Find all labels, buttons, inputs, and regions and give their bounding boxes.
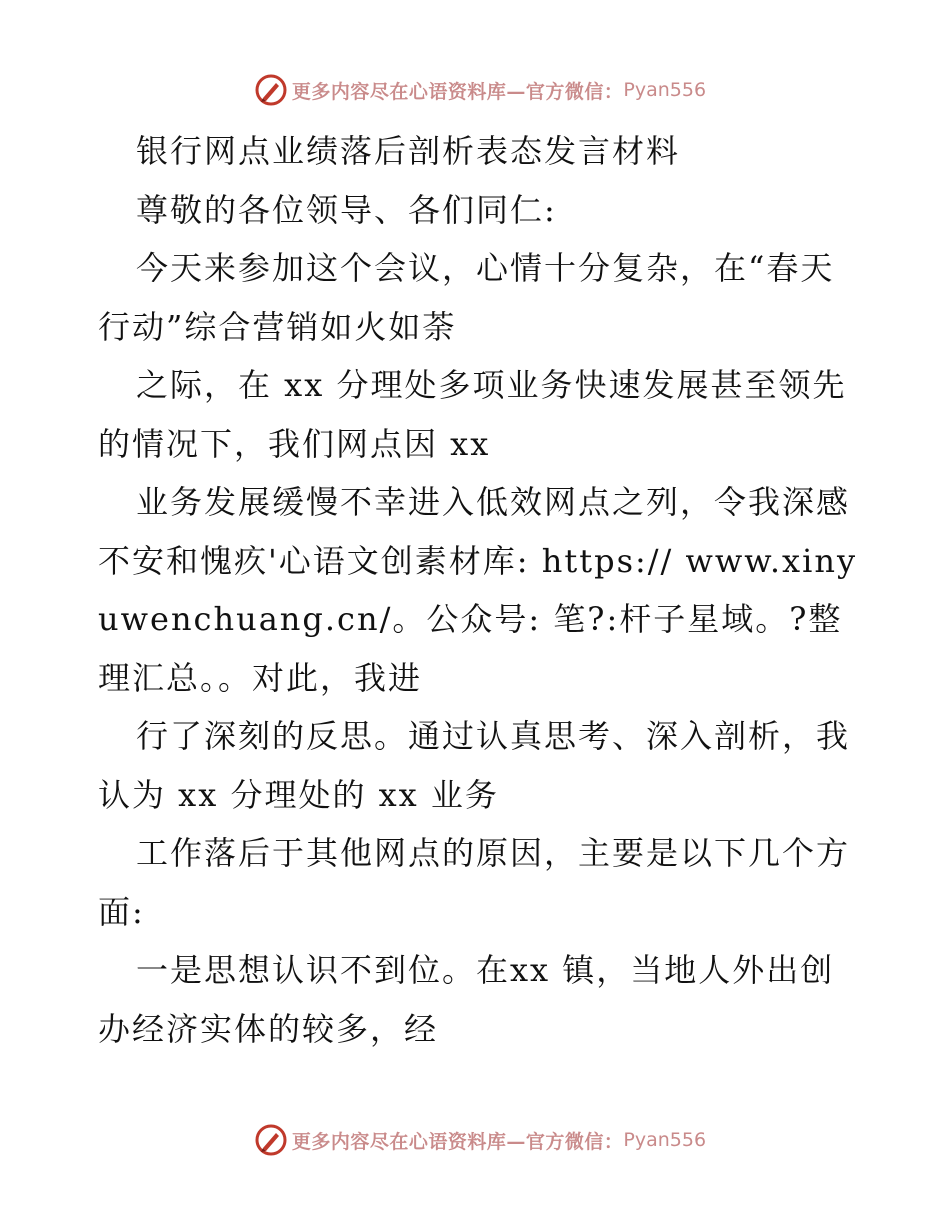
paragraph-2: 之际，在 xx 分理处多项业务快速发展甚至领先的情况下，我们网点因 xx: [98, 366, 847, 463]
pen-circle-logo-icon: [254, 1123, 288, 1157]
paragraph-5: 工作落后于其他网点的原因，主要是以下几个方面:: [98, 834, 851, 931]
footer-banner-text: 更多内容尽在心语资料库—官方微信：: [291, 1130, 624, 1153]
salutation: 尊敬的各位领导、各们同仁:: [136, 190, 557, 229]
header-banner-text: 更多内容尽在心语资料库—官方微信：: [291, 80, 624, 103]
footer-banner-inner: [254, 1123, 706, 1157]
footer-banner: [0, 1120, 950, 1160]
paragraph-4: 行了深刻的反思。通过认真思考、深入剖析，我认为 xx 分理处的 xx 业务: [98, 717, 851, 814]
footer-wechat-id: Pyan556: [623, 1129, 707, 1151]
paragraph-1: 今天来参加这个会议，心情十分复杂，在“春天行动”综合营销如火如荼: [98, 249, 835, 346]
paragraph-6: 一是思想认识不到位。在xx 镇，当地人外出创办经济实体的较多，经: [98, 951, 835, 1048]
header-banner-inner: [254, 73, 706, 107]
header-banner: [0, 70, 950, 110]
paragraph-3: 业务发展缓慢不幸进入低效网点之列，令我深感不安和愧疚'心语文创素材库: https:// www.xinyuwenchuang.cn/。公众号: 笔?:杆子星域。?整理汇总。。对此，我进: [98, 483, 858, 697]
document-title: 银行网点业绩落后剖析表态发言材料: [136, 132, 681, 170]
document-body: [98, 122, 858, 1058]
pen-circle-logo-icon: [254, 73, 288, 107]
header-wechat-id: Pyan556: [623, 79, 707, 101]
